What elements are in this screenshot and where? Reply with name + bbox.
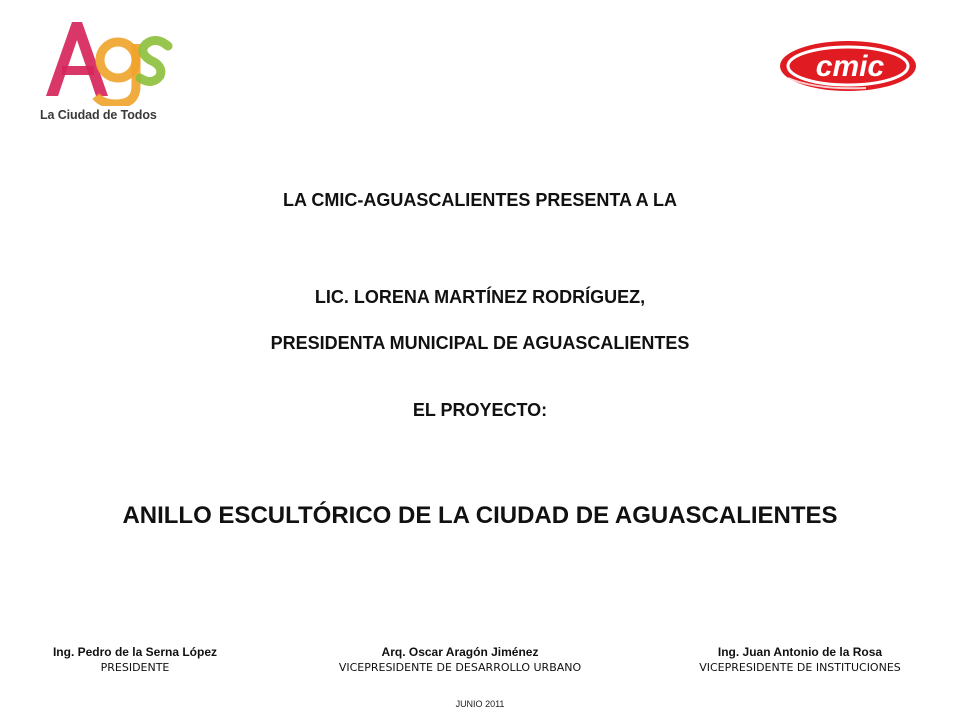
project-title: ANILLO ESCULTÓRICO DE LA CIUDAD DE AGUASCALIENTES <box>122 502 838 529</box>
intro-line: LA CMIC-AGUASCALIENTES PRESENTA A LA <box>283 190 677 210</box>
ags-logo <box>36 14 186 126</box>
document-date: JUNIO 2011 <box>455 699 505 709</box>
signatory-name: Arq. Oscar Aragón Jiménez <box>381 645 539 659</box>
ags-tagline: La Ciudad de Todos <box>40 108 157 122</box>
signatory-role: VICEPRESIDENTE DE INSTITUCIONES <box>699 661 901 674</box>
recipient-name: LIC. LORENA MARTÍNEZ RODRÍGUEZ, <box>314 287 646 307</box>
signatory-president <box>20 644 250 676</box>
signatory-name: Ing. Juan Antonio de la Rosa <box>717 645 883 659</box>
signatory-name: Ing. Pedro de la Serna López <box>52 645 218 659</box>
cmic-wordmark: cmic <box>815 50 885 83</box>
cmic-logo <box>776 38 920 94</box>
project-label: EL PROYECTO: <box>412 400 548 420</box>
cmic-logo-graphic <box>776 38 920 94</box>
signatory-vp-urban <box>300 644 620 676</box>
recipient-title: PRESIDENTA MUNICIPAL DE AGUASCALIENTES <box>270 333 690 353</box>
signatory-role: PRESIDENTE <box>100 661 170 674</box>
signatory-vp-institutions <box>660 644 940 676</box>
ags-logo-graphic <box>36 14 186 106</box>
signatory-role: VICEPRESIDENTE DE DESARROLLO URBANO <box>338 661 582 674</box>
